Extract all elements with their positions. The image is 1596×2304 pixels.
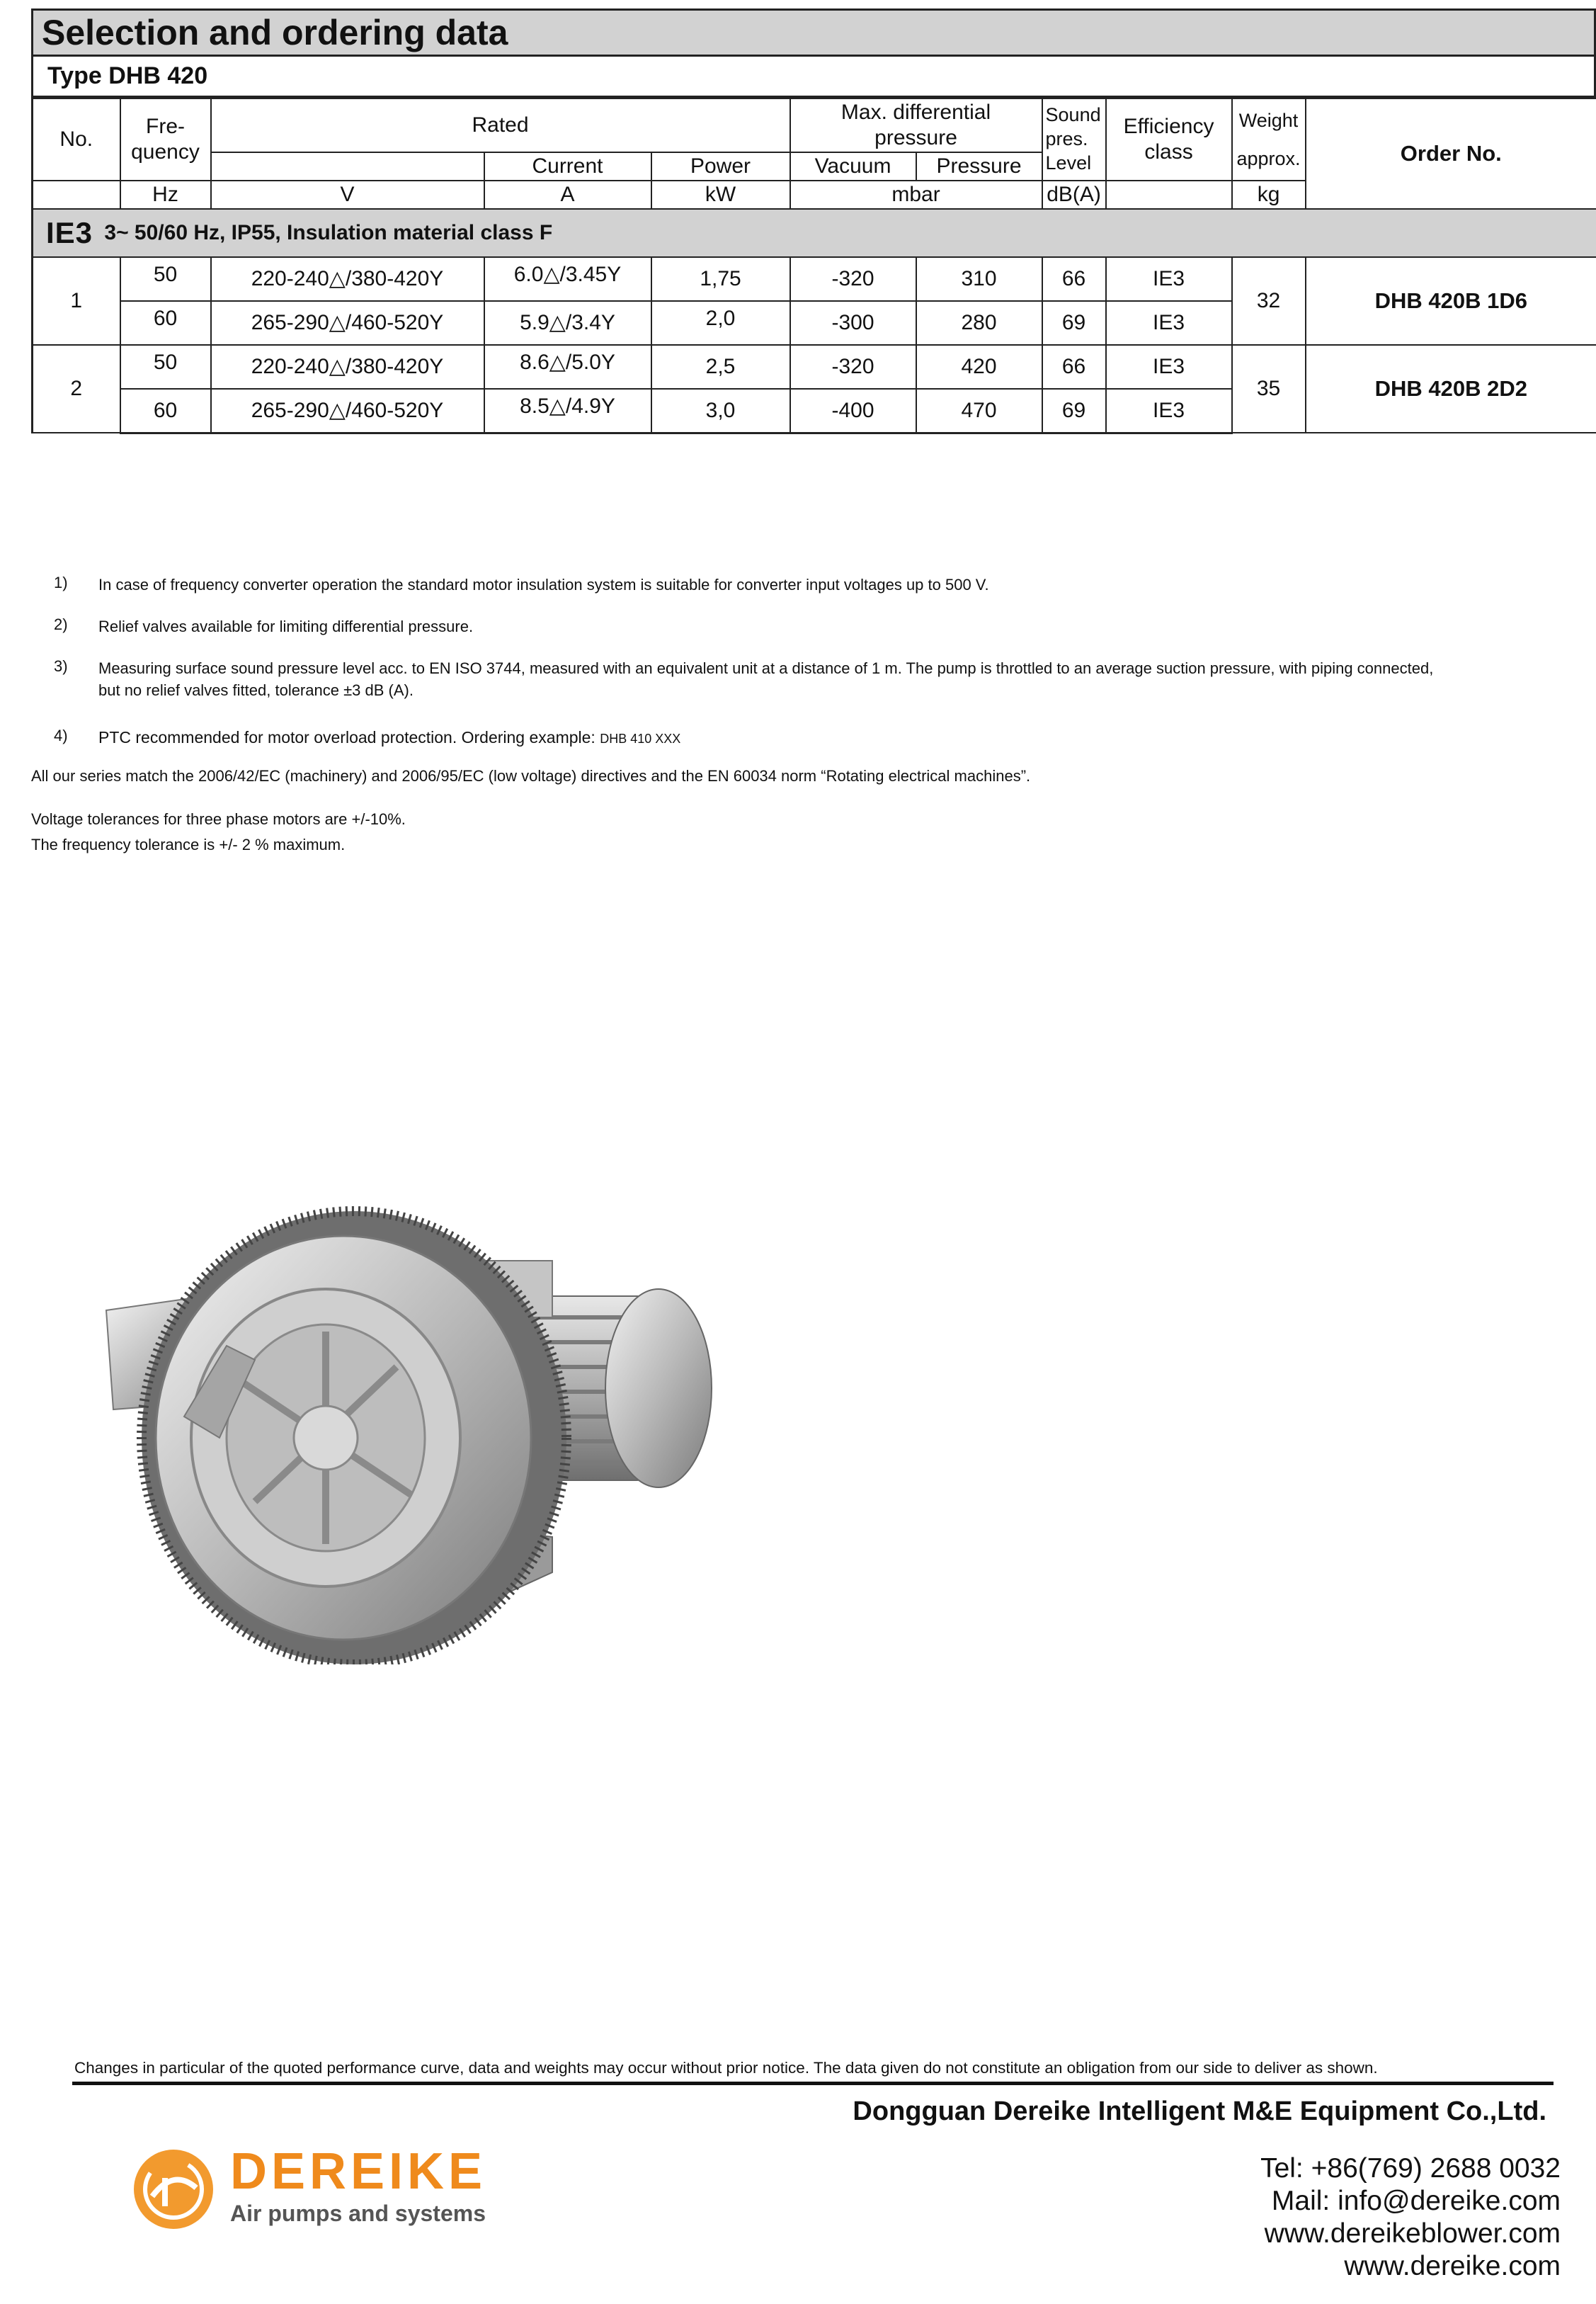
row-sound: 69 xyxy=(1042,301,1106,345)
series-statement: All our series match the 2006/42/EC (machinery) and 2006/95/EC (low voltage) directives and the EN 60034 norm “Rotating electrical machines”. xyxy=(31,767,1031,785)
footer-disclaimer: Changes in particular of the quoted performance curve, data and weights may occur without prior notice. The data given do not constitute an obligation from our side to deliver as shown. xyxy=(74,2059,1378,2077)
section-ie3 xyxy=(33,209,1596,257)
contact-web: www.dereikeblower.com xyxy=(1264,2218,1561,2249)
footnote-example: DHB 410 XXX xyxy=(600,732,681,746)
section-ie3-text: 3~ 50/60 Hz, IP55, Insulation material class F xyxy=(104,221,553,244)
row-order-no: DHB 420B 1D6 xyxy=(1306,257,1596,345)
row-efficiency: IE3 xyxy=(1106,345,1232,389)
row-vacuum: -300 xyxy=(790,301,916,345)
unit-a: A xyxy=(484,181,651,209)
header-efficiency: Efficiency class xyxy=(1106,98,1232,181)
logo-mark-icon xyxy=(131,2147,216,2232)
table-row xyxy=(33,345,1596,389)
footnote-text-main: PTC recommended for motor overload protection. Ordering example: xyxy=(98,728,600,747)
header-frequency: Fre- quency xyxy=(120,98,211,181)
logo-tagline: Air pumps and systems xyxy=(230,2201,486,2226)
footer-divider xyxy=(72,2082,1554,2085)
frequency-tolerance: The frequency tolerance is +/- 2 % maximum. xyxy=(31,836,346,853)
unit-hz: Hz xyxy=(120,181,211,209)
ordering-table xyxy=(31,98,1596,434)
row-weight: 32 xyxy=(1232,257,1306,345)
unit-kw: kW xyxy=(651,181,790,209)
row-current: 5.9△/3.4Y xyxy=(484,301,651,345)
header-sound-line2: pres. xyxy=(1045,128,1088,150)
footnote-text xyxy=(98,727,1444,750)
row-vacuum: -320 xyxy=(790,257,916,301)
contact-tel: Tel: +86(769) 2688 0032 xyxy=(1260,2153,1561,2184)
header-sound xyxy=(1042,98,1106,181)
row-power: 1,75 xyxy=(651,257,790,301)
row-pressure: 310 xyxy=(916,257,1042,301)
header-weight xyxy=(1232,98,1306,181)
page-title: Selection and ordering data xyxy=(31,8,1596,57)
footnote-text: Measuring surface sound pressure level acc. to EN ISO 3744, measured with an equivalent unit at a distance of 1 m. The pump is throttled to an average suction pressure, with piping connected, but no relief valves fitted, tolerance ±3 dB (A). xyxy=(98,659,1434,699)
footnote-number: 1) xyxy=(54,574,68,591)
row-voltage: 265-290△/460-520Y xyxy=(211,301,484,345)
row-vacuum: -400 xyxy=(790,389,916,433)
row-freq: 50 xyxy=(120,345,211,389)
table-row xyxy=(33,257,1596,301)
header-order-no: Order No. xyxy=(1306,98,1596,209)
unit-db: dB(A) xyxy=(1042,181,1106,209)
side-channel-blower-icon xyxy=(99,1204,736,1664)
header-current: Current xyxy=(484,152,651,181)
unit-mbar: mbar xyxy=(790,181,1042,209)
header-rated: Rated xyxy=(211,98,790,152)
row-voltage: 220-240△/380-420Y xyxy=(211,257,484,301)
row-efficiency: IE3 xyxy=(1106,301,1232,345)
row-freq: 60 xyxy=(120,301,211,345)
unit-eff-blank xyxy=(1106,181,1232,209)
row-order-no: DHB 420B 2D2 xyxy=(1306,345,1596,433)
unit-blank xyxy=(33,181,120,209)
company-name: Dongguan Dereike Intelligent M&E Equipment Co.,Ltd. xyxy=(853,2096,1546,2126)
row-freq: 60 xyxy=(120,389,211,433)
footnote-number: 2) xyxy=(54,615,68,633)
header-voltage-blank xyxy=(211,152,484,181)
row-no: 2 xyxy=(33,345,120,433)
row-sound: 66 xyxy=(1042,345,1106,389)
row-current: 6.0△/3.45Y xyxy=(484,257,651,301)
header-pressure: Pressure xyxy=(916,152,1042,181)
header-weight-line2: approx. xyxy=(1236,147,1301,169)
footnote-text: In case of frequency converter operation the standard motor insulation system is suitable for converter input voltages up to 500 V. xyxy=(98,576,989,594)
row-power: 2,0 xyxy=(651,301,790,345)
contact-web-alt: www.dereike.com xyxy=(1344,2251,1561,2281)
row-vacuum: -320 xyxy=(790,345,916,389)
row-voltage: 220-240△/380-420Y xyxy=(211,345,484,389)
unit-v: V xyxy=(211,181,484,209)
header-power: Power xyxy=(651,152,790,181)
row-pressure: 280 xyxy=(916,301,1042,345)
header-max-diff-pressure: Max. differential pressure xyxy=(790,98,1042,152)
ie3-badge: IE3 xyxy=(46,215,93,249)
voltage-tolerance: Voltage tolerances for three phase motors are +/-10%. xyxy=(31,810,406,828)
header-no: No. xyxy=(33,98,120,181)
row-efficiency: IE3 xyxy=(1106,389,1232,433)
row-sound: 69 xyxy=(1042,389,1106,433)
row-power: 3,0 xyxy=(651,389,790,433)
footnote-text: Relief valves available for limiting differential pressure. xyxy=(98,618,474,635)
header-sound-line3: Level xyxy=(1045,152,1092,174)
row-current: 8.6△/5.0Y xyxy=(484,345,651,389)
header-sound-line1: Sound xyxy=(1045,104,1101,126)
type-heading: Type DHB 420 xyxy=(31,57,1596,98)
row-pressure: 470 xyxy=(916,389,1042,433)
logo-brand: DEREIKE xyxy=(230,2143,487,2200)
contact-mail: Mail: info@dereike.com xyxy=(1271,2186,1561,2216)
footnote-number: 4) xyxy=(54,727,68,744)
row-efficiency: IE3 xyxy=(1106,257,1232,301)
header-vacuum: Vacuum xyxy=(790,152,916,181)
row-current: 8.5△/4.9Y xyxy=(484,389,651,433)
row-voltage: 265-290△/460-520Y xyxy=(211,389,484,433)
row-freq: 50 xyxy=(120,257,211,301)
row-sound: 66 xyxy=(1042,257,1106,301)
row-no: 1 xyxy=(33,257,120,345)
row-pressure: 420 xyxy=(916,345,1042,389)
row-weight: 35 xyxy=(1232,345,1306,433)
row-power: 2,5 xyxy=(651,345,790,389)
unit-kg: kg xyxy=(1232,181,1306,209)
company-logo xyxy=(131,2143,499,2242)
footnote-number: 3) xyxy=(54,657,68,675)
header-weight-line1: Weight xyxy=(1238,109,1299,131)
